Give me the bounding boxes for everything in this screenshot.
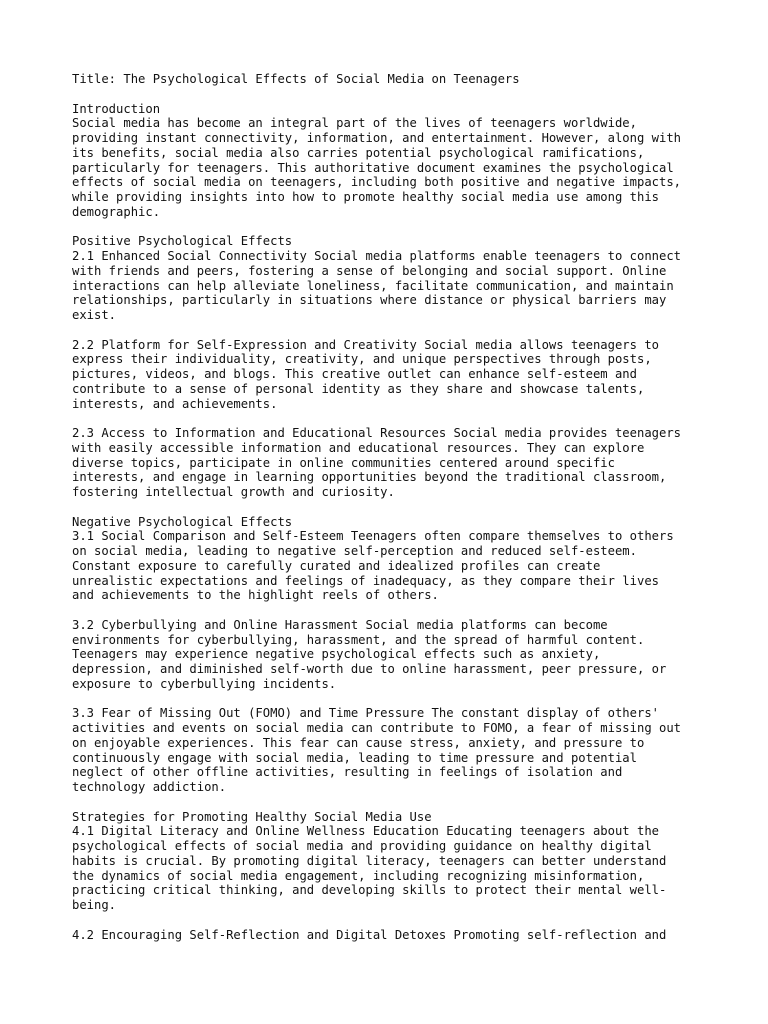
paragraph-line: being.	[72, 898, 117, 912]
paragraph-line: Social media has become an integral part of the lives of teenagers worldwide,	[72, 116, 637, 131]
paragraph-line: on enjoyable experiences. This fear can cause stress, anxiety, and pressure to	[72, 735, 645, 750]
paragraph-line: express their individuality, creativity, and unique perspectives through posts,	[72, 352, 652, 367]
paragraph-line: 2.1 Enhanced Social Connectivity Social media platforms enable teenagers to connect	[72, 249, 682, 263]
paragraph-line: with easily accessible information and educational resources. They can explore	[72, 440, 645, 455]
paragraph-line: unrealistic expectations and feelings of inadequacy, as they compare their lives	[72, 573, 659, 588]
paragraph-line: neglect of other offline activities, resulting in feelings of isolation and	[72, 765, 623, 780]
document-title: Title: The Psychological Effects of Social Media on Teenagers	[72, 72, 520, 86]
section-heading: Strategies for Promoting Healthy Social Media Use	[72, 809, 432, 824]
paragraph-line: effects of social media on teenagers, including both positive and negative impacts,	[72, 175, 682, 190]
paragraph-line: diverse topics, participate in online communities centered around specific	[72, 455, 615, 470]
paragraph-line: practicing critical thinking, and developing skills to protect their mental well-	[72, 883, 667, 898]
paragraph-line: Teenagers may experience negative psychological effects such as anxiety,	[72, 647, 601, 662]
introduction-section	[72, 102, 696, 220]
paragraph-line: activities and events on social media can contribute to FOMO, a fear of missing out	[72, 721, 682, 735]
paragraph-line: its benefits, social media also carries potential psychological ramifications,	[72, 145, 645, 160]
paragraph-2-2	[72, 338, 696, 412]
paragraph-line: 3.2 Cyberbullying and Online Harassment Social media platforms can become	[72, 617, 608, 632]
section-heading: Positive Psychological Effects	[72, 234, 293, 249]
section-heading: Negative Psychological Effects	[72, 514, 293, 529]
paragraph-line: habits is crucial. By promoting digital literacy, teenagers can better understand	[72, 853, 667, 868]
paragraph-line: and achievements to the highlight reels of others.	[72, 588, 439, 603]
paragraph-2-3	[72, 426, 696, 500]
paragraph-line: 4.1 Digital Literacy and Online Wellness Education Educating teenagers about the	[72, 824, 659, 839]
paragraph-line: with friends and peers, fostering a sense of belonging and social support. Online	[72, 263, 667, 278]
paragraph-line: psychological effects of social media and providing guidance on healthy digital	[72, 839, 652, 853]
paragraph-line: continuously engage with social media, leading to time pressure and potential	[72, 750, 637, 765]
paragraph-line: demographic.	[72, 204, 161, 219]
paragraph-line: 4.2 Encouraging Self-Reflection and Digital Detoxes Promoting self-reflection and	[72, 927, 667, 942]
paragraph-line: relationships, particularly in situations where distance or physical barriers may	[72, 293, 667, 308]
paragraph-3-3	[72, 706, 696, 795]
paragraph-line: on social media, leading to negative self-perception and reduced self-esteem.	[72, 544, 637, 558]
strategies-section	[72, 810, 696, 913]
paragraph-line: depression, and diminished self-worth due to online harassment, peer pressure, or	[72, 662, 667, 676]
paragraph-line: Constant exposure to carefully curated and idealized profiles can create	[72, 558, 601, 573]
paragraph-line: providing instant connectivity, information, and entertainment. However, along with	[72, 131, 682, 145]
paragraph-4-2	[72, 928, 696, 943]
paragraph-line: 3.1 Social Comparison and Self-Esteem Teenagers often compare themselves to others	[72, 529, 674, 544]
paragraph-line: 2.2 Platform for Self-Expression and Creativity Social media allows teenagers to	[72, 337, 659, 352]
paragraph-line: exposure to cyberbullying incidents.	[72, 676, 337, 691]
document-page	[72, 72, 696, 957]
paragraph-line: technology addiction.	[72, 780, 227, 794]
paragraph-line: environments for cyberbullying, harassment, and the spread of harmful content.	[72, 632, 645, 647]
negative-effects-section	[72, 515, 696, 604]
paragraph-line: while providing insights into how to promote healthy social media use among this	[72, 190, 659, 204]
section-heading: Introduction	[72, 101, 161, 116]
paragraph-line: pictures, videos, and blogs. This creative outlet can enhance self-esteem and	[72, 367, 637, 381]
paragraph-line: interests, and engage in learning opportunities beyond the traditional classroom,	[72, 470, 667, 485]
document-title-block	[72, 72, 696, 87]
paragraph-line: 2.3 Access to Information and Educational Resources Social media provides teenagers	[72, 426, 682, 440]
paragraph-line: particularly for teenagers. This authoritative document examines the psychological	[72, 160, 674, 175]
paragraph-line: fostering intellectual growth and curiosity.	[72, 485, 395, 499]
paragraph-line: exist.	[72, 308, 117, 322]
paragraph-line: contribute to a sense of personal identity as they share and showcase talents,	[72, 381, 645, 396]
paragraph-line: interests, and achievements.	[72, 396, 278, 411]
paragraph-line: interactions can help alleviate loneliness, facilitate communication, and maintain	[72, 278, 674, 293]
paragraph-3-2	[72, 618, 696, 692]
paragraph-line: 3.3 Fear of Missing Out (FOMO) and Time Pressure The constant display of others'	[72, 706, 659, 721]
positive-effects-section	[72, 234, 696, 323]
paragraph-line: the dynamics of social media engagement, including recognizing misinformation,	[72, 868, 645, 883]
